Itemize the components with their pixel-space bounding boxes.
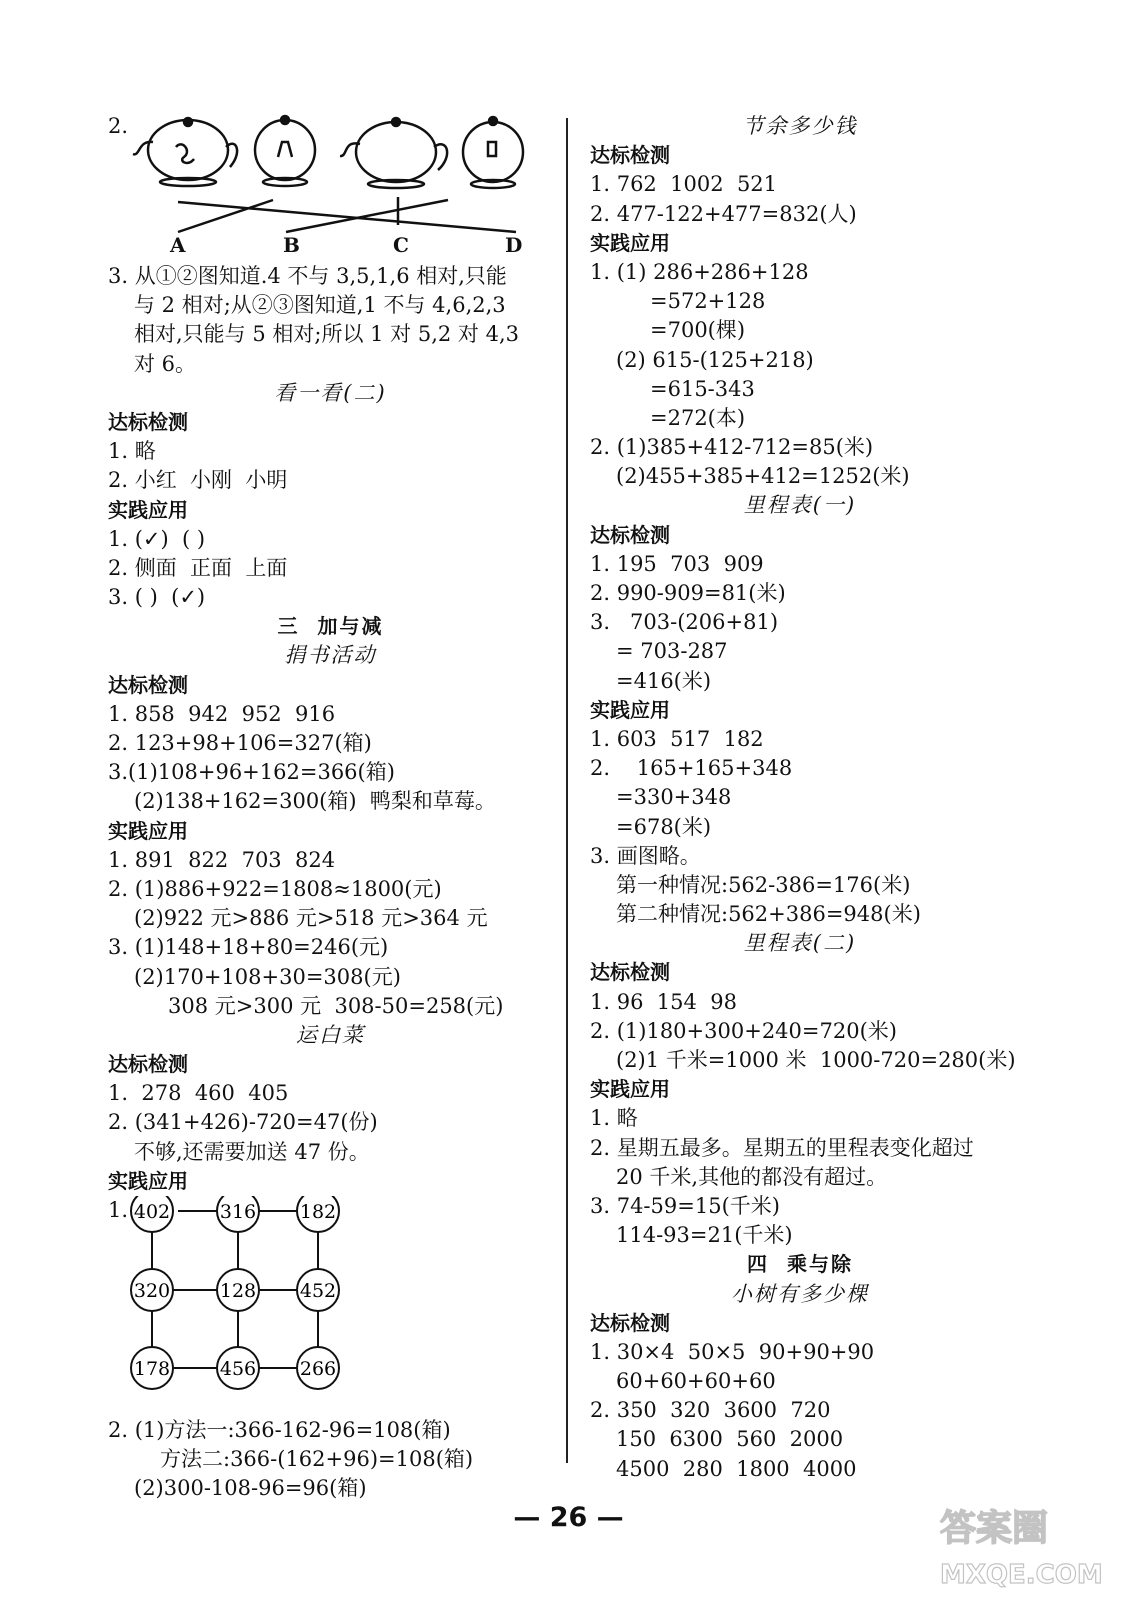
q3-line-3: 相对,只能与 5 相对;所以 1 对 5,2 对 4,3 <box>134 322 519 347</box>
teapot-matching-figure <box>108 112 553 262</box>
answer-line: 2. (1)180+300+240=720(米) <box>590 1018 897 1043</box>
answer-line: 3. ( ) (✓) <box>108 585 206 610</box>
answer-line: 1. (1) 286+286+128 <box>590 259 809 284</box>
number-grid <box>108 1196 553 1416</box>
answer-line: 2. 123+98+106=327(箱) <box>108 731 372 755</box>
answer-line: =615-343 <box>650 376 755 401</box>
answer-line: (2)1 千米=1000 米 1000-720=280(米) <box>616 1048 1016 1072</box>
section-heading: 达标检测 <box>108 672 188 697</box>
q3-line-1: 3. 从①②图知道.4 不与 3,5,1,6 相对,只能 <box>108 264 507 288</box>
section-heading: 达标检测 <box>590 960 670 985</box>
grid-value: 456 <box>219 1358 257 1380</box>
grid-value: 128 <box>219 1280 257 1302</box>
watermark-logo <box>930 1495 1130 1595</box>
answer-line: 308 元>300 元 308-50=258(元) <box>168 993 504 1018</box>
teapot-d-body <box>463 122 523 182</box>
grid-value: 320 <box>133 1280 171 1302</box>
answer-line: 2. 小红 小刚 小明 <box>108 468 288 493</box>
grid-value: 182 <box>299 1201 337 1223</box>
page-number: — 26 — <box>513 1502 624 1533</box>
answer-line: 方法二:366-(162+96)=108(箱) <box>160 1447 474 1472</box>
answer-line: 2. 477-122+477=832(人) <box>590 201 857 226</box>
answer-line: =330+348 <box>616 785 732 810</box>
answer-line: 2. (1)886+922=1808≈1800(元) <box>108 876 442 901</box>
answer-line: (2)455+385+412=1252(米) <box>616 464 910 489</box>
answer-line: 1. 858 942 952 916 <box>108 701 336 726</box>
section-heading: 达标检测 <box>590 522 670 547</box>
answer-line: 第一种情况:562-386=176(米) <box>616 872 911 897</box>
left-column <box>108 112 553 1504</box>
section-heading: 实践应用 <box>590 697 670 722</box>
label-c: C <box>393 233 409 257</box>
answer-line: 1. (✓) ( ) <box>108 526 206 551</box>
section-heading: 达标检测 <box>590 1310 670 1335</box>
lesson-title: 运白菜 <box>296 1022 365 1047</box>
section-heading: 实践应用 <box>590 1077 670 1102</box>
lesson-title: 看一看(二) <box>274 380 387 405</box>
lesson-title: 小树有多少棵 <box>731 1281 869 1306</box>
grid-value: 316 <box>219 1201 257 1223</box>
teapot-illustration <box>108 112 553 262</box>
section-heading: 达标检测 <box>108 409 188 434</box>
answer-line: 2. 990-909=81(米) <box>590 581 786 605</box>
chapter-title: 四 乘与除 <box>747 1252 853 1277</box>
answer-line: 20 千米,其他的都没有超过。 <box>616 1164 888 1189</box>
answer-line: =700(棵) <box>650 318 746 343</box>
answer-line: (2)138+162=300(箱) 鸭梨和草莓。 <box>134 789 496 814</box>
grid-value: 266 <box>299 1358 337 1380</box>
section-heading: 实践应用 <box>108 1168 188 1193</box>
answer-line: 第二种情况:562+386=948(米) <box>616 902 921 927</box>
answer-line: =678(米) <box>616 814 712 839</box>
lesson-title: 里程表(一) <box>743 493 857 518</box>
svg-text:MXQE.COM: MXQE.COM <box>940 1560 1103 1590</box>
answer-line: 1. 96 154 98 <box>590 989 737 1014</box>
answer-line: =572+128 <box>650 289 766 314</box>
answer-line: 3. 74-59=15(千米) <box>590 1193 780 1218</box>
answer-line: (2) 615-(125+218) <box>616 347 814 372</box>
answer-line: 2. 165+165+348 <box>590 756 793 781</box>
answer-line: (2)922 元>886 元>518 元>364 元 <box>134 906 488 931</box>
answer-line: (2)300-108-96=96(箱) <box>134 1476 367 1501</box>
q3-line-4: 对 6。 <box>134 351 197 376</box>
answer-line: 4500 280 1800 4000 <box>616 1456 857 1481</box>
grid-value: 402 <box>133 1201 171 1223</box>
teapot-b-body <box>255 120 315 180</box>
label-d: D <box>505 233 523 257</box>
svg-text:答案圈: 答案圈 <box>940 1508 1049 1549</box>
answer-line: 3. 画图略。 <box>590 843 701 868</box>
grid-value: 452 <box>299 1280 337 1302</box>
section-heading: 实践应用 <box>108 497 188 522</box>
answer-line: 60+60+60+60 <box>616 1369 776 1394</box>
number-grid-figure <box>108 1196 553 1416</box>
lesson-title: 里程表(二) <box>743 931 857 956</box>
answer-line: (2)170+108+30=308(元) <box>134 964 401 989</box>
section-heading: 达标检测 <box>108 1052 188 1077</box>
answer-line: 3. (1)148+18+80=246(元) <box>108 935 389 960</box>
lesson-title: 节余多少钱 <box>742 114 858 138</box>
answer-line: 114-93=21(千米) <box>616 1223 793 1248</box>
lesson-title: 捐书活动 <box>284 643 377 668</box>
answer-line: 1. 762 1002 521 <box>590 172 778 197</box>
answer-line: 1. 30×4 50×5 90+90+90 <box>590 1339 875 1364</box>
answer-line: 1. 891 822 703 824 <box>108 847 336 872</box>
answer-line: 不够,还需要加送 47 份。 <box>134 1139 370 1164</box>
answer-line: 1. 略 <box>590 1106 638 1131</box>
answer-line: 2. 350 320 3600 720 <box>590 1398 831 1423</box>
answer-line: 1. 278 460 405 <box>108 1081 289 1106</box>
answer-line: 2. (341+426)-720=47(份) <box>108 1110 378 1135</box>
answer-line: = 703-287 <box>616 639 728 664</box>
section-heading: 达标检测 <box>590 143 670 168</box>
answer-line: 3. 703-(206+81) <box>590 610 779 635</box>
answer-line: =416(米) <box>616 668 712 693</box>
right-column <box>590 112 1016 1484</box>
answer-line: 1. 603 517 182 <box>590 726 764 751</box>
answer-line: 2. 星期五最多。星期五的里程表变化超过 <box>590 1135 974 1160</box>
answer-line: 3.(1)108+96+162=366(箱) <box>108 760 395 785</box>
answer-line: =272(本) <box>650 405 746 430</box>
label-a: A <box>170 233 186 257</box>
answer-line: 2. (1)385+412-712=85(米) <box>590 435 874 460</box>
column-divider <box>566 118 568 1463</box>
label-b: B <box>283 233 300 257</box>
teapot-c-body <box>356 122 436 182</box>
chapter-title: 三 加与减 <box>277 614 384 639</box>
answer-line: 1. 195 703 909 <box>590 551 764 576</box>
answer-line: 150 6300 560 2000 <box>616 1427 844 1452</box>
section-heading: 实践应用 <box>108 818 188 843</box>
answer-line: 1. 略 <box>108 439 156 464</box>
section-heading: 实践应用 <box>590 230 670 255</box>
question-number: 1. <box>108 1198 129 1222</box>
answer-line: 2. (1)方法一:366-162-96=108(箱) <box>108 1418 451 1442</box>
grid-value: 178 <box>133 1358 171 1380</box>
q3-line-2: 与 2 相对;从②③图知道,1 不与 4,6,2,3 <box>134 293 506 318</box>
answer-line: 2. 侧面 正面 上面 <box>108 555 288 580</box>
question-number: 2. <box>108 114 129 138</box>
